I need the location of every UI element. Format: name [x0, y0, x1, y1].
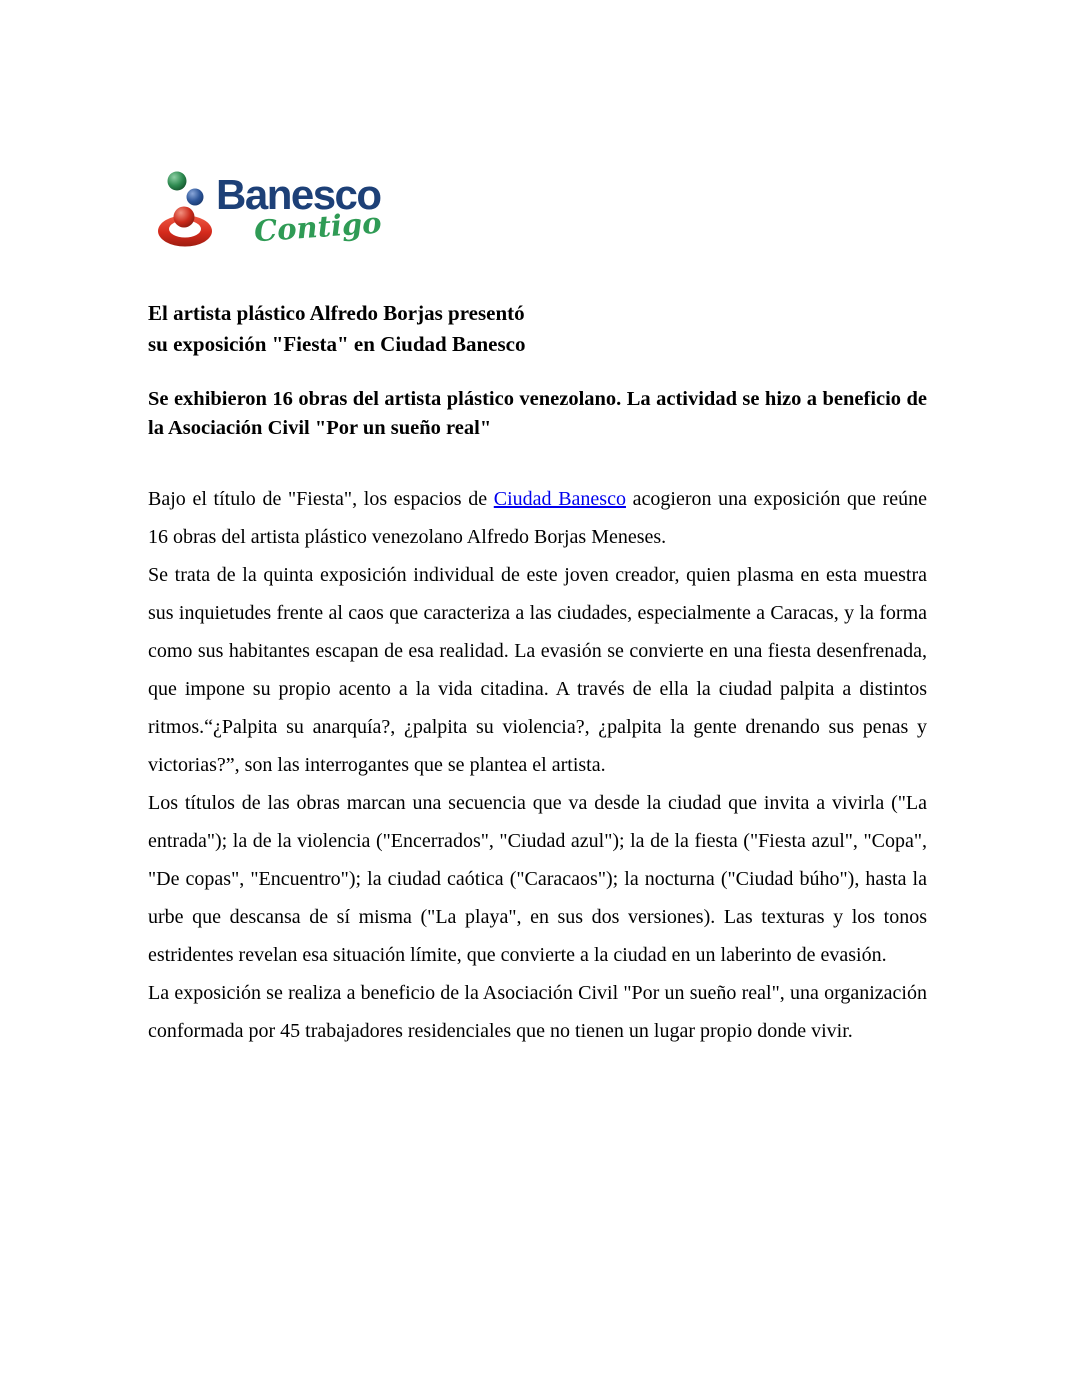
article-body — [148, 480, 927, 1050]
article-title — [148, 298, 927, 360]
banesco-balls-and-ring-icon — [156, 168, 214, 250]
banesco-tagline-text: Contigo — [252, 205, 383, 249]
ciudad-banesco-link[interactable]: Ciudad Banesco — [493, 488, 626, 510]
banesco-brand-text: Banesco — [216, 171, 381, 218]
document-content — [148, 0, 927, 1050]
article-title-line-1: El artista plástico Alfredo Borjas presentó — [148, 301, 525, 325]
paragraph-2: Se trata de la quinta exposición individual de este joven creador, quien plasma en esta muestra sus inquietudes frente al caos que caracteriza a las ciudades, especialmente a Caracas, y la forma como sus habitantes escapan de esa realidad. La evasión se convierte en una fiesta desenfrenada, que impone su propio acento a la vida citadina. A través de ella la ciudad palpita a distintos ritmos.“¿Palpita su anarquía?, ¿palpita su violencia?, ¿palpita la gente drenando sus penas y victorias?”, son las interrogantes que se plantea el artista. — [148, 564, 927, 776]
banesco-logo — [156, 168, 927, 252]
article-title-line-2: su exposición "Fiesta" en Ciudad Banesco — [148, 332, 526, 356]
paragraph-1-text-after: acogieron una exposición que reúne 16 obras del artista plástico venezolano Alfredo Borjas Meneses. — [148, 488, 927, 548]
paragraph-1 — [148, 480, 927, 556]
paragraph-1-text-before: Bajo el título de "Fiesta", los espacios de — [148, 488, 494, 510]
paragraph-4: La exposición se realiza a beneficio de la Asociación Civil "Por un sueño real", una organización conformada por 45 trabajadores residenciales que no tienen un lugar propio donde vivir. — [148, 982, 927, 1042]
paragraph-3: Los títulos de las obras marcan una secuencia que va desde la ciudad que invita a vivirla ("La entrada"); la de la violencia ("Encerrados", "Ciudad azul"); la de la fiesta ("Fiesta azul", "Copa", "De copas", "Encuentro"); la ciudad caótica ("Caracaos"); la nocturna ("Ciudad búho"), hasta la urbe que descansa de sí misma ("La playa", en sus dos versiones). Las texturas y los tonos estridentes revelan esa situación límite, que convierte a la ciudad en un laberinto de evasión. — [148, 792, 927, 966]
banesco-logo-text — [216, 168, 383, 249]
article-subtitle: Se exhibieron 16 obras del artista plástico venezolano. La actividad se hizo a beneficio de la Asociación Civil "Por un sueño real" — [148, 388, 927, 439]
